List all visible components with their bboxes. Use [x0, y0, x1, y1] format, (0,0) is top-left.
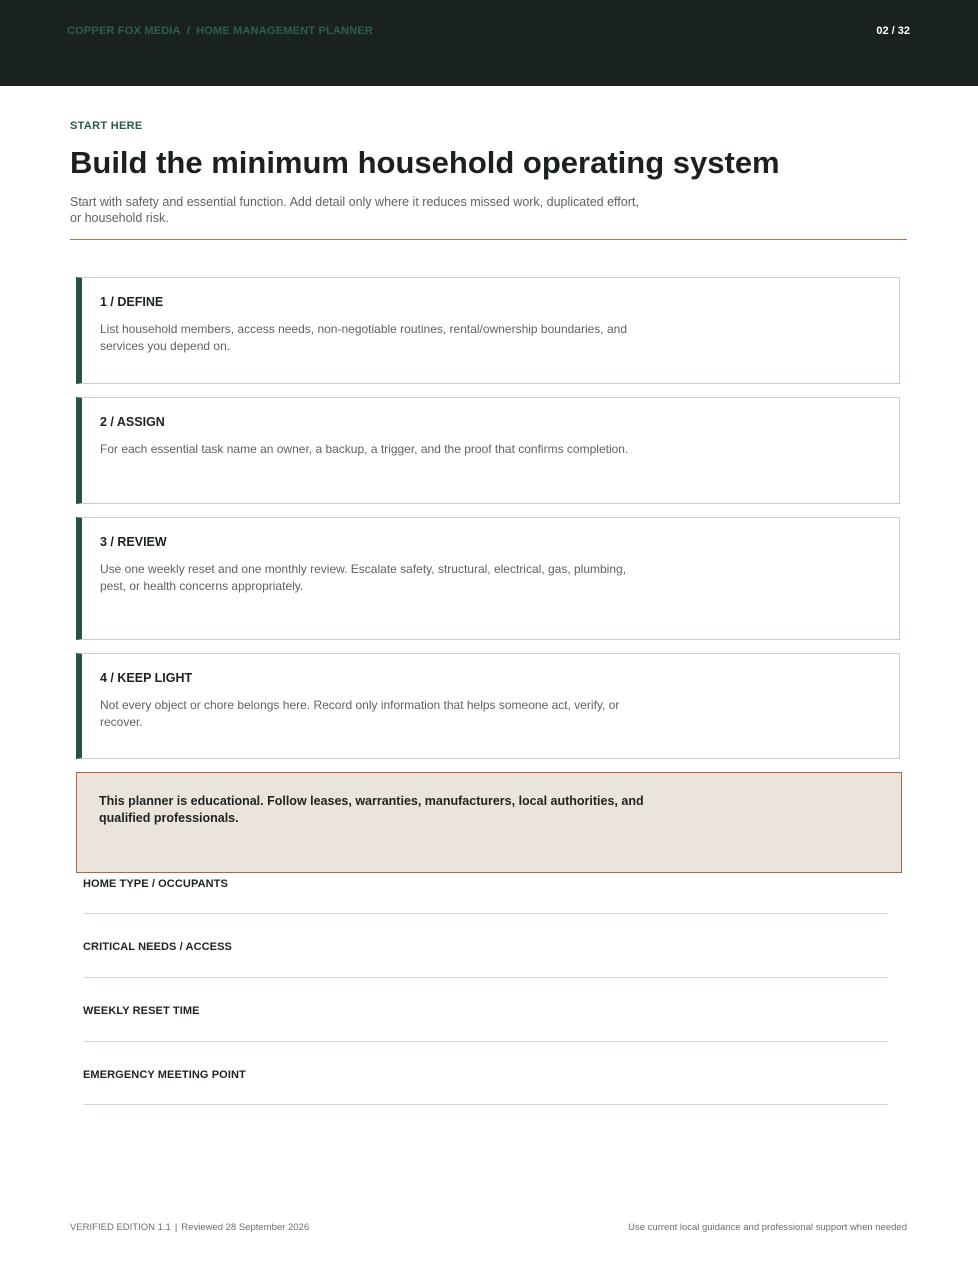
step-card-keep-light [76, 653, 900, 759]
intro-text: Start with safety and essential function. Add detail only where it reduces missed work, duplicated effort, or household risk. [70, 195, 639, 225]
step-card-define [76, 277, 900, 384]
product-name: HOME MANAGEMENT PLANNER [196, 25, 374, 37]
section-eyebrow: START HERE [70, 120, 143, 132]
step-title: 1 / DEFINE [100, 295, 164, 309]
field-line-emergency-meeting-point[interactable] [83, 1104, 888, 1105]
step-title: 3 / REVIEW [100, 535, 167, 549]
field-label-weekly-reset: WEEKLY RESET TIME [83, 1005, 200, 1017]
footer-separator: | [174, 1222, 178, 1233]
review-date: Reviewed 28 September 2026 [181, 1222, 310, 1233]
step-body: Use one weekly reset and one monthly review. Escalate safety, structural, electrical, gas, plumbing, pest, or health concerns appropriately. [100, 562, 627, 593]
field-label-emergency-meeting-point: EMERGENCY MEETING POINT [83, 1069, 246, 1081]
field-line-critical-needs[interactable] [83, 977, 888, 978]
footer-edition [70, 1222, 309, 1233]
field-line-weekly-reset[interactable] [83, 1041, 888, 1042]
section-divider [70, 239, 907, 240]
step-card-review [76, 517, 900, 640]
step-body: List household members, access needs, non-negotiable routines, rental/ownership boundaries, and services you depend on. [100, 322, 627, 353]
step-title: 4 / KEEP LIGHT [100, 671, 193, 685]
disclaimer-text: This planner is educational. Follow leases, warranties, manufacturers, local authorities, and qualified professionals. [99, 794, 644, 825]
step-body: Not every object or chore belongs here. Record only information that helps someone act, verify, or recover. [100, 698, 620, 729]
field-label-home-type: HOME TYPE / OCCUPANTS [83, 878, 228, 890]
step-card-assign [76, 397, 900, 504]
field-line-home-type[interactable] [83, 913, 888, 914]
page-title: Build the minimum household operating system [70, 145, 780, 180]
top-header-bar [0, 0, 978, 86]
page-indicator: 02 / 32 [876, 25, 910, 37]
breadcrumb-separator: / [186, 25, 191, 37]
field-label-critical-needs: CRITICAL NEEDS / ACCESS [83, 941, 232, 953]
breadcrumb [67, 25, 373, 37]
step-body: For each essential task name an owner, a backup, a trigger, and the proof that confirms completion. [100, 442, 629, 456]
edition-label: VERIFIED EDITION 1.1 [70, 1222, 171, 1233]
disclaimer-notice [76, 772, 902, 873]
brand-name: COPPER FOX MEDIA [67, 25, 181, 37]
step-title: 2 / ASSIGN [100, 415, 165, 429]
footer-note: Use current local guidance and professional support when needed [628, 1222, 907, 1233]
